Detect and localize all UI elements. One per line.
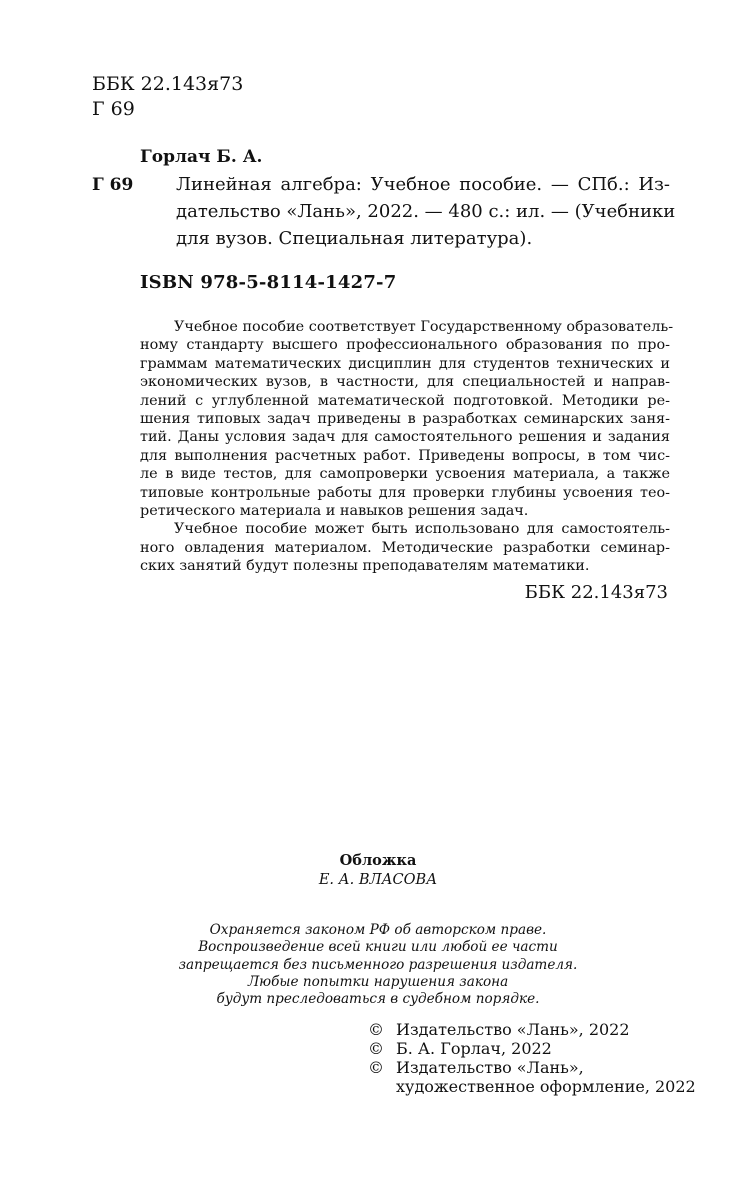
abstract-line: ских занятий будут полезны преподавателям математики. — [140, 558, 590, 575]
notice-line: Охраняется законом РФ об авторском праве. — [209, 922, 547, 938]
author-mark-entry: Г 69 — [92, 175, 134, 195]
copyright-text: Издательство «Лань», 2022 — [396, 1020, 630, 1039]
copyright-item — [368, 1058, 696, 1077]
bbk-header — [92, 72, 243, 122]
description-line: Линейная алгебра: Учебное пособие. — СПб.: Из- — [176, 174, 670, 195]
cover-label: Обложка — [339, 852, 417, 869]
copyright-list — [368, 1020, 696, 1096]
copyright-item — [368, 1039, 696, 1058]
author-name: Горлач Б. А. — [140, 147, 263, 167]
bbk-code: ББК 22.143я73 — [92, 73, 244, 95]
copyright-text: Издательство «Лань», — [396, 1058, 584, 1077]
description-line: дательство «Лань», 2022. — 480 с.: ил. — (Учебники — [176, 201, 676, 222]
copyright-symbol: © — [368, 1039, 384, 1058]
abstract-line: для выполнения расчетных работ. Приведены вопросы, в том чис- — [140, 447, 670, 464]
notice-line: Любые попытки нарушения закона — [247, 973, 509, 990]
notice-line: Воспроизведение всей книги или любой ее части — [198, 939, 558, 956]
abstract-line: ретического материала и навыков решения задач. — [140, 503, 529, 520]
description-line: для вузов. Специальная литература). — [176, 228, 533, 249]
copyright-item — [368, 1020, 696, 1039]
abstract-line: шения типовых задач приведены в разработках семинарских заня- — [140, 411, 670, 428]
copyright-text: Б. А. Горлач, 2022 — [396, 1039, 552, 1058]
abstract-line: ного овладения материалом. Методические разработки семинар- — [140, 539, 670, 556]
isbn: ISBN 978-5-8114-1427-7 — [140, 272, 397, 293]
abstract-line: лений с углубленной математической подготовкой. Методики ре- — [140, 392, 670, 409]
copyright-symbol: © — [368, 1020, 384, 1039]
abstract-line: ле в виде тестов, для самопроверки усвоения материала, а также — [140, 466, 670, 483]
notice-line: будут преследоваться в судебном порядке. — [216, 991, 540, 1008]
author-mark: Г 69 — [92, 98, 135, 120]
abstract-line: Учебное пособие соответствует Государственному образователь- — [174, 319, 674, 335]
notice-line: запрещается без письменного разрешения издателя. — [178, 956, 578, 973]
cover-designer: Е. А. ВЛАСОВА — [318, 872, 438, 888]
abstract-line: экономических вузов, в частности, для специальностей и направ- — [140, 374, 670, 391]
copyright-notice — [0, 922, 756, 1008]
abstract — [140, 318, 674, 576]
abstract-line: Учебное пособие может быть использовано для самостоятель- — [174, 521, 670, 538]
abstract-line: типовые контрольные работы для проверки глубины усвоения тео- — [140, 484, 670, 501]
abstract-line: ному стандарту высшего профессионального образования по про- — [140, 337, 670, 354]
abstract-line: тий. Даны условия задач для самостоятельного решения и задания — [140, 429, 670, 446]
copyright-continuation: художественное оформление, 2022 — [396, 1077, 696, 1096]
bbk-code-footer: ББК 22.143я73 — [524, 582, 668, 603]
bibliographic-description — [176, 171, 676, 252]
copyright-symbol: © — [368, 1058, 384, 1077]
abstract-line: граммам математических дисциплин для студентов технических и — [140, 355, 670, 372]
